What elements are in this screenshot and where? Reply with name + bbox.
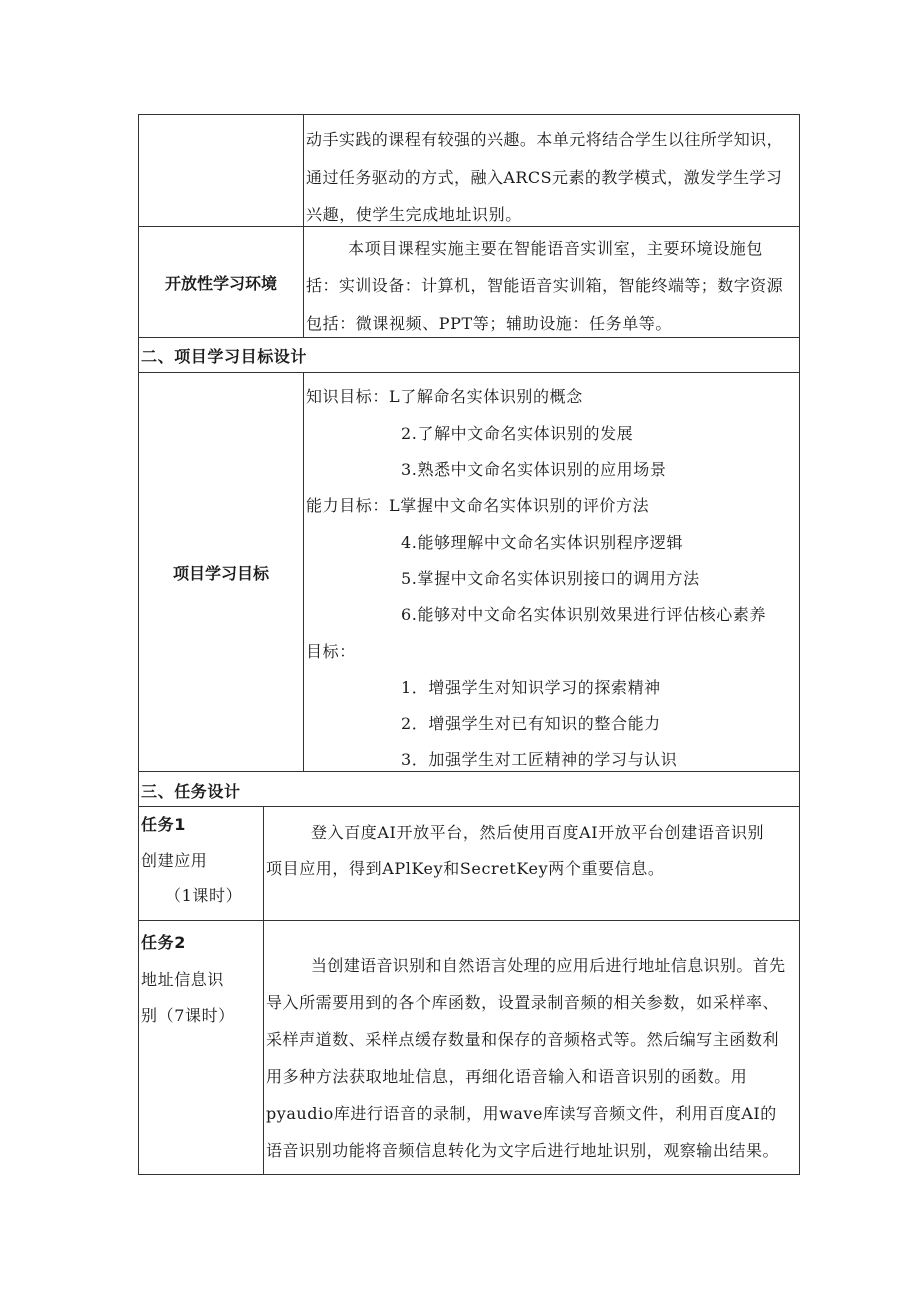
task-title: 任务1	[141, 815, 186, 834]
task-line: 采样声道数、采样点缓存数量和保存的音频格式等。然后编写主函数利	[266, 1030, 780, 1049]
intro-text-cell	[303, 115, 799, 226]
task-line: pyaudio库进行语音的录制，用wave库读写音频文件，利用百度AI的	[266, 1104, 777, 1123]
task-label-cell	[139, 807, 264, 920]
task-title: 任务2	[141, 933, 186, 952]
task-line: 语音识别功能将音频信息转化为文字后进行地址识别，观察输出结果。	[266, 1141, 780, 1160]
environment-text-cell	[303, 227, 799, 337]
objective-line: 知识目标：L了解命名实体识别的概念	[306, 387, 583, 406]
task-text-cell	[263, 807, 799, 920]
objective-line: 能力目标：L掌握中文命名实体识别的评价方法	[306, 496, 650, 515]
objective-line: 2.了解中文命名实体识别的发展	[401, 424, 634, 443]
task-line: 项目应用，得到APlKey和SecretKey两个重要信息。	[266, 859, 665, 878]
objective-line: 6.能够对中文命名实体识别效果进行评估核心素养	[401, 605, 767, 624]
task-line: 登入百度AI开放平台，然后使用百度AI开放平台创建语音识别	[311, 823, 765, 842]
task-row	[138, 920, 800, 1175]
objective-line: 3．加强学生对工匠精神的学习与认识	[401, 750, 678, 769]
objective-line: 4.能够理解中文命名实体识别程序逻辑	[401, 533, 684, 552]
section-2-row	[138, 337, 800, 372]
environment-line: 括：实训设备：计算机，智能语音实训箱，智能终端等；数字资源	[306, 276, 784, 295]
intro-label-cell	[139, 115, 304, 226]
environment-label: 开放性学习环境	[164, 273, 277, 293]
task-text-cell	[263, 921, 799, 1174]
task-label-cell	[139, 921, 264, 1174]
environment-line: 本项目课程实施主要在智能语音实训室，主要环境设施包	[348, 239, 764, 258]
intro-line: 动手实践的课程有较强的兴趣。本单元将结合学生以往所学知识，	[306, 130, 784, 149]
objective-line: 1．增强学生对知识学习的探索精神	[401, 678, 661, 697]
environment-line: 包括：微课视频、PPT等；辅助设施：任务单等。	[306, 314, 673, 333]
objective-line: 2．增强学生对已有知识的整合能力	[401, 714, 661, 733]
document-table	[138, 114, 800, 1175]
environment-label-cell	[139, 227, 304, 337]
task-hours: （1课时）	[165, 886, 243, 905]
objective-line: 目标：	[306, 642, 356, 661]
intro-line: 通过任务驱动的方式，融入ARCS元素的教学模式，激发学生学习	[306, 168, 783, 187]
objective-line: 5.掌握中文命名实体识别接口的调用方法	[401, 569, 700, 588]
objective-line: 3.熟悉中文命名实体识别的应用场景	[401, 460, 667, 479]
task-name: 创建应用	[141, 851, 208, 870]
objectives-row	[138, 372, 800, 771]
task-line: 用多种方法获取地址信息，再细化语音输入和语音识别的函数。用	[266, 1067, 748, 1086]
intro-row	[138, 114, 800, 226]
task-name: 地址信息识	[141, 970, 225, 989]
task-line: 导入所需要用到的各个库函数，设置录制音频的相关参数，如采样率、	[266, 993, 780, 1012]
section-2-heading: 二、项目学习目标设计	[141, 347, 308, 366]
section-3-row	[138, 771, 800, 806]
section-3-heading: 三、任务设计	[141, 782, 241, 801]
task-hours: 别（7课时）	[141, 1006, 235, 1025]
task-line: 当创建语音识别和自然语言处理的应用后进行地址信息识别。首先	[311, 956, 786, 975]
objectives-label-cell	[139, 373, 304, 771]
objectives-text-cell	[303, 373, 799, 771]
intro-line: 兴趣，使学生完成地址识别。	[306, 205, 522, 224]
objectives-label: 项目学习目标	[172, 563, 269, 583]
task-row	[138, 806, 800, 920]
environment-row	[138, 226, 800, 337]
